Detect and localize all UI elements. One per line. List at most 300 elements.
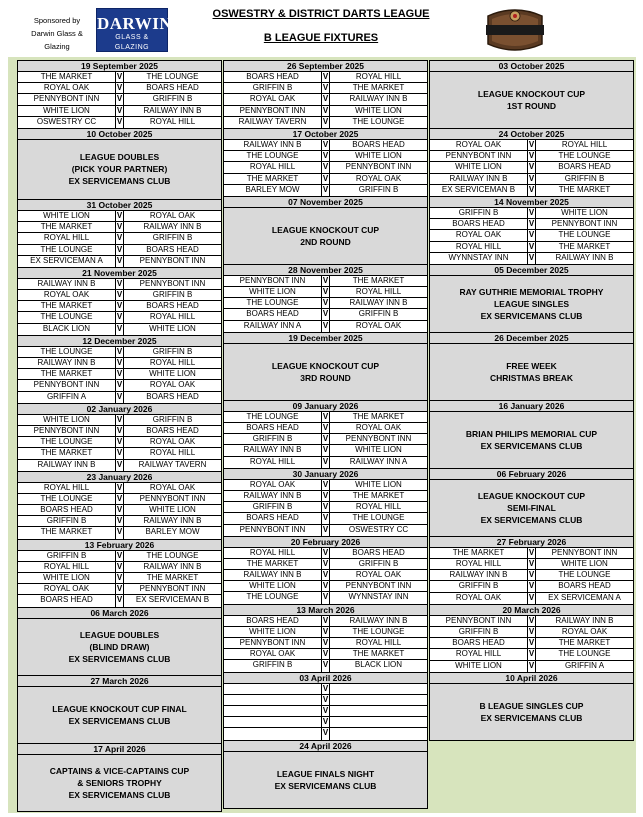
- versus-label: V: [116, 584, 123, 594]
- sponsor-text: [18, 14, 96, 53]
- versus-label: V: [321, 321, 330, 332]
- week-date: 27 February 2026: [430, 537, 633, 548]
- versus-label: V: [528, 173, 535, 183]
- fixture-row: [224, 162, 427, 173]
- fixture-row: [224, 728, 427, 739]
- event-line: LEAGUE DOUBLES: [79, 629, 160, 640]
- fixture-row: [18, 369, 221, 380]
- versus-label: V: [528, 140, 535, 149]
- away-team: RAILWAY INN A: [349, 456, 408, 466]
- fixture-row: [18, 562, 221, 573]
- week-date: 03 October 2025: [430, 61, 633, 72]
- home-team: WHITE LION: [43, 105, 90, 115]
- versus-label: V: [321, 457, 330, 468]
- fixture-list: [18, 279, 221, 335]
- event-block: [224, 208, 427, 264]
- home-team: RAILWAY TAVERN: [238, 116, 307, 126]
- versus-label: V: [527, 185, 536, 196]
- away-team: THE MARKET: [352, 649, 405, 659]
- week-block: [17, 404, 222, 472]
- fixture-list: [224, 276, 427, 332]
- versus-label: V: [322, 105, 329, 115]
- event-line: 3RD ROUND: [300, 372, 351, 383]
- versus-label: V: [322, 309, 329, 319]
- sponsor-logo-sub: GLASS & GLAZING: [114, 34, 150, 51]
- fixture-row: [224, 570, 427, 581]
- event-line: 1ST ROUND: [506, 101, 557, 111]
- away-team: ROYAL OAK: [355, 423, 402, 432]
- versus-label: V: [322, 434, 329, 444]
- event-block: [430, 412, 633, 468]
- versus-label: V: [322, 638, 329, 647]
- versus-label: V: [527, 593, 536, 604]
- away-team: ROYAL OAK: [355, 173, 402, 183]
- week-date: 16 January 2026: [430, 401, 633, 412]
- home-team: WHITE LION: [249, 581, 296, 591]
- fixture-row: [224, 592, 427, 603]
- away-team: RAILWAY INN B: [349, 615, 408, 625]
- versus-label: V: [116, 94, 123, 104]
- fixture-list: [430, 140, 633, 196]
- week-date: 13 March 2026: [224, 605, 427, 616]
- week-block: [429, 197, 634, 265]
- away-team: RAILWAY INN B: [555, 615, 614, 625]
- versus-label: V: [116, 222, 123, 232]
- fixture-row: [18, 72, 221, 83]
- week-date: 12 December 2025: [18, 336, 221, 347]
- fixture-row: [18, 494, 221, 505]
- fixture-row: [18, 516, 221, 527]
- home-team: [224, 684, 321, 694]
- versus-label: V: [528, 581, 535, 591]
- home-team: THE MARKET: [40, 72, 93, 81]
- home-team: EX SERVICEMAN A: [30, 255, 103, 265]
- fixture-row: [430, 140, 633, 151]
- fixture-row: [18, 83, 221, 94]
- home-team: ROYAL OAK: [455, 592, 502, 602]
- home-team: BOARS HEAD: [40, 505, 93, 515]
- fixture-row: [224, 491, 427, 502]
- week-block: [223, 605, 428, 673]
- fixture-row: [18, 233, 221, 244]
- fixture-row: [430, 208, 633, 219]
- away-team: GRIFFIN B: [152, 233, 193, 243]
- versus-label: V: [116, 105, 123, 115]
- page-header: [0, 0, 643, 58]
- versus-label: V: [528, 638, 535, 648]
- versus-label: V: [116, 550, 123, 560]
- versus-label: V: [116, 516, 123, 526]
- versus-label: V: [322, 570, 329, 580]
- home-team: GRIFFIN B: [252, 83, 293, 93]
- event-block: [430, 276, 633, 332]
- week-block: [223, 401, 428, 469]
- home-team: GRIFFIN B: [458, 627, 499, 636]
- versus-label: V: [322, 162, 329, 172]
- versus-label: V: [115, 324, 124, 335]
- away-team: GRIFFIN B: [152, 414, 193, 424]
- event-block: [18, 140, 221, 199]
- event-line: (PICK YOUR PARTNER): [71, 164, 168, 175]
- week-date: 10 October 2025: [18, 129, 221, 140]
- fixture-row: [224, 548, 427, 559]
- week-block: [223, 197, 428, 265]
- away-team: THE LOUNGE: [558, 230, 611, 240]
- home-team: THE LOUNGE: [246, 151, 299, 161]
- away-team: ROYAL OAK: [149, 210, 196, 220]
- event-block: [430, 72, 633, 128]
- away-team: THE MARKET: [352, 411, 405, 421]
- event-line: LEAGUE KNOCKOUT CUP FINAL: [52, 703, 187, 714]
- home-team: RAILWAY INN A: [243, 320, 302, 330]
- fixture-row: [224, 445, 427, 456]
- away-team: BOARS HEAD: [146, 83, 199, 93]
- versus-label: V: [116, 358, 123, 367]
- away-team: RAILWAY INN B: [143, 105, 202, 115]
- home-team: WHITE LION: [43, 210, 90, 220]
- fixture-row: [18, 222, 221, 233]
- fixture-list: [430, 548, 633, 604]
- fixture-list: [430, 616, 633, 672]
- home-team: [224, 695, 321, 705]
- versus-label: V: [116, 83, 123, 93]
- away-team: RAILWAY INN B: [143, 561, 202, 571]
- home-team: THE LOUNGE: [246, 411, 299, 421]
- away-team: [330, 728, 427, 739]
- fixture-row: [18, 324, 221, 335]
- fixture-row: [18, 106, 221, 117]
- fixture-row: [18, 312, 221, 323]
- fixture-row: [18, 448, 221, 459]
- away-team: PENNYBONT INN: [345, 162, 412, 172]
- week-block: [223, 333, 428, 401]
- week-date: 20 February 2026: [224, 537, 427, 548]
- away-team: ROYAL OAK: [355, 570, 402, 580]
- away-team: [330, 706, 427, 716]
- home-team: ROYAL HILL: [43, 233, 90, 243]
- home-team: ROYAL HILL: [249, 547, 296, 557]
- away-team: GRIFFIN B: [564, 173, 605, 183]
- away-team: GRIFFIN B: [152, 346, 193, 356]
- versus-label: V: [322, 479, 329, 489]
- home-team: PENNYBONT INN: [239, 105, 306, 115]
- event-line: SEMI-FINAL: [507, 502, 556, 513]
- away-team: PENNYBONT INN: [345, 434, 412, 444]
- versus-label: V: [322, 694, 329, 704]
- fixture-row: [224, 559, 427, 570]
- fixture-row: [18, 551, 221, 562]
- away-team: BOARS HEAD: [146, 425, 199, 435]
- away-team: GRIFFIN B: [358, 309, 399, 319]
- fixture-list: [18, 483, 221, 539]
- week-date: 28 November 2025: [224, 265, 427, 276]
- versus-label: V: [321, 525, 330, 536]
- versus-label: V: [322, 139, 329, 149]
- fixture-row: [224, 309, 427, 320]
- fixture-list: [224, 140, 427, 196]
- away-team: GRIFFIN B: [358, 558, 399, 568]
- away-team: THE LOUNGE: [558, 649, 611, 659]
- away-team: THE LOUNGE: [558, 151, 611, 161]
- fixture-row: [430, 593, 633, 604]
- home-team: PENNYBONT INN: [239, 275, 306, 285]
- event-line: & SENIORS TROPHY: [77, 777, 162, 788]
- fixture-row: [224, 298, 427, 309]
- sponsor-line-1: Sponsored by: [33, 16, 81, 25]
- versus-label: V: [322, 547, 329, 557]
- home-team: GRIFFIN B: [46, 516, 87, 526]
- fixtures-column-1: [17, 60, 222, 812]
- week-block: [17, 540, 222, 608]
- versus-label: V: [528, 547, 535, 557]
- away-team: ROYAL HILL: [355, 502, 402, 512]
- away-team: GRIFFIN B: [152, 290, 193, 300]
- versus-label: V: [322, 411, 329, 421]
- week-block: [223, 60, 428, 129]
- home-team: RAILWAY INN B: [243, 445, 302, 455]
- event-line: LEAGUE FINALS NIGHT: [276, 768, 375, 779]
- event-line: LEAGUE DOUBLES: [79, 152, 160, 163]
- event-line: LEAGUE KNOCKOUT CUP: [477, 89, 586, 99]
- fixture-row: [430, 581, 633, 592]
- away-team: PENNYBONT INN: [551, 219, 618, 229]
- week-date: 02 January 2026: [18, 404, 221, 415]
- league-badge-logo: [482, 6, 548, 54]
- home-team: PENNYBONT INN: [33, 94, 100, 104]
- versus-label: V: [116, 72, 123, 81]
- event-line: RAY GUTHRIE MEMORIAL TROPHY: [459, 286, 604, 297]
- away-team: WHITE LION: [355, 445, 402, 455]
- week-block: [429, 333, 634, 401]
- home-team: GRIFFIN B: [458, 207, 499, 217]
- week-date: 03 April 2026: [224, 673, 427, 684]
- home-team: BOARS HEAD: [246, 423, 299, 432]
- home-team: RAILWAY INN B: [449, 173, 508, 183]
- home-team: GRIFFIN B: [252, 434, 293, 444]
- fixture-row: [224, 581, 427, 592]
- home-team: BOARS HEAD: [246, 72, 299, 81]
- versus-label: V: [528, 570, 535, 580]
- week-date: 06 March 2026: [18, 608, 221, 619]
- away-team: [330, 695, 427, 705]
- home-team: THE LOUNGE: [246, 298, 299, 308]
- week-date: 17 April 2026: [18, 744, 221, 755]
- versus-label: V: [321, 185, 330, 196]
- home-team: PENNYBONT INN: [33, 425, 100, 435]
- away-team: BLACK LION: [354, 660, 403, 670]
- away-team: WHITE LION: [355, 105, 402, 115]
- versus-label: V: [116, 573, 123, 582]
- away-team: THE LOUNGE: [146, 550, 199, 560]
- week-date: 20 March 2026: [430, 605, 633, 616]
- versus-label: V: [528, 219, 535, 229]
- fixture-row: [224, 140, 427, 151]
- home-team: BARLEY MOW: [245, 184, 300, 194]
- home-team: THE MARKET: [40, 448, 93, 458]
- versus-label: V: [116, 369, 123, 379]
- home-team: BOARS HEAD: [452, 219, 505, 229]
- event-line: (BLIND DRAW): [89, 641, 150, 652]
- week-date: 24 April 2026: [224, 741, 427, 752]
- week-block: [17, 200, 222, 268]
- fixture-list: [224, 616, 427, 672]
- fixture-row: [430, 230, 633, 241]
- home-team: ROYAL OAK: [455, 230, 502, 240]
- home-team: WHITE LION: [455, 660, 502, 670]
- away-team: ROYAL HILL: [149, 312, 196, 322]
- away-team: ROYAL HILL: [149, 448, 196, 458]
- versus-label: V: [322, 581, 329, 591]
- event-line: 2ND ROUND: [300, 236, 351, 247]
- away-team: THE LOUNGE: [352, 513, 405, 523]
- fixture-row: [224, 185, 427, 196]
- event-block: [18, 687, 221, 743]
- home-team: WHITE LION: [43, 414, 90, 424]
- versus-label: V: [322, 683, 329, 693]
- versus-label: V: [116, 437, 123, 447]
- fixture-row: [224, 684, 427, 695]
- home-team: ROYAL HILL: [249, 162, 296, 172]
- away-team: PENNYBONT INN: [139, 255, 206, 265]
- event-line: EX SERVICEMANS CLUB: [68, 653, 171, 664]
- fixture-row: [224, 94, 427, 105]
- home-team: BOARS HEAD: [246, 309, 299, 319]
- away-team: [330, 717, 427, 727]
- versus-label: V: [116, 425, 123, 435]
- home-team: ROYAL HILL: [249, 456, 296, 466]
- home-team: RAILWAY INN B: [243, 570, 302, 580]
- event-block: [18, 619, 221, 675]
- away-team: WHITE LION: [561, 559, 608, 569]
- week-date: 17 October 2025: [224, 129, 427, 140]
- fixture-row: [430, 185, 633, 196]
- home-team: GRIFFIN B: [46, 550, 87, 560]
- away-team: THE MARKET: [558, 184, 611, 194]
- fixture-row: [430, 151, 633, 162]
- versus-label: V: [322, 558, 329, 568]
- away-team: RAILWAY INN B: [349, 94, 408, 104]
- fixture-row: [430, 548, 633, 559]
- away-team: BOARS HEAD: [558, 162, 611, 172]
- away-team: THE MARKET: [352, 490, 405, 500]
- versus-label: V: [322, 626, 329, 636]
- home-team: ROYAL OAK: [249, 479, 296, 489]
- home-team: THE MARKET: [40, 301, 93, 311]
- week-date: 10 April 2026: [430, 673, 633, 684]
- home-team: THE LOUNGE: [40, 346, 93, 356]
- away-team: BOARS HEAD: [352, 139, 405, 149]
- fixture-row: [430, 253, 633, 264]
- week-date: 19 December 2025: [224, 333, 427, 344]
- versus-label: V: [528, 162, 535, 172]
- event-block: [18, 755, 221, 811]
- fixture-list: [224, 412, 427, 468]
- versus-label: V: [322, 513, 329, 523]
- fixture-row: [224, 423, 427, 434]
- home-team: RAILWAY INN B: [37, 459, 96, 469]
- week-block: [223, 673, 428, 741]
- event-line: EX SERVICEMANS CLUB: [480, 310, 583, 321]
- fixture-row: [18, 595, 221, 606]
- versus-label: V: [116, 210, 123, 220]
- fixture-row: [224, 627, 427, 638]
- home-team: THE LOUNGE: [246, 592, 299, 602]
- versus-label: V: [116, 290, 123, 300]
- away-team: THE LOUNGE: [352, 116, 405, 126]
- away-team: ROYAL OAK: [149, 380, 196, 390]
- week-block: [17, 268, 222, 336]
- versus-label: V: [116, 414, 123, 424]
- away-team: THE MARKET: [352, 83, 405, 93]
- fixture-list: [18, 211, 221, 267]
- fixture-row: [18, 573, 221, 584]
- fixture-row: [18, 460, 221, 471]
- away-team: PENNYBONT INN: [139, 493, 206, 503]
- fixture-row: [224, 649, 427, 660]
- page-title: OSWESTRY & DISTRICT DARTS LEAGUE: [212, 8, 430, 20]
- home-team: BOARS HEAD: [246, 513, 299, 523]
- versus-label: V: [322, 490, 329, 500]
- home-team: PENNYBONT INN: [239, 638, 306, 647]
- event-block: [224, 344, 427, 400]
- week-date: 23 January 2026: [18, 472, 221, 483]
- sponsor-line-2: Darwin Glass & Glazing: [31, 29, 83, 51]
- home-team: THE LOUNGE: [40, 312, 93, 322]
- week-block: [17, 129, 222, 200]
- event-line: EX SERVICEMANS CLUB: [68, 789, 171, 800]
- home-team: ROYAL HILL: [455, 241, 502, 251]
- fixture-row: [224, 502, 427, 513]
- versus-label: V: [527, 661, 536, 672]
- home-team: BOARS HEAD: [40, 595, 93, 605]
- home-team: GRIFFIN B: [458, 581, 499, 591]
- away-team: ROYAL OAK: [149, 482, 196, 492]
- away-team: BOARS HEAD: [352, 547, 405, 557]
- versus-label: V: [322, 502, 329, 512]
- home-team: RAILWAY INN B: [37, 358, 96, 367]
- week-block: [429, 265, 634, 333]
- fixture-list: [18, 72, 221, 128]
- versus-label: V: [321, 728, 330, 739]
- week-date: 26 December 2025: [430, 333, 633, 344]
- week-block: [17, 336, 222, 404]
- fixture-row: [430, 627, 633, 638]
- fixture-row: [18, 347, 221, 358]
- versus-label: V: [322, 275, 329, 285]
- home-team: RAILWAY INN B: [243, 490, 302, 500]
- fixture-row: [430, 616, 633, 627]
- fixture-row: [224, 72, 427, 83]
- home-team: RAILWAY INN B: [449, 570, 508, 580]
- week-block: [17, 608, 222, 676]
- away-team: WYNNSTAY INN: [348, 592, 409, 602]
- event-line: BRIAN PHILIPS MEMORIAL CUP: [465, 428, 598, 439]
- versus-label: V: [322, 445, 329, 455]
- versus-label: V: [115, 392, 124, 403]
- away-team: THE LOUNGE: [558, 570, 611, 580]
- home-team: WYNNSTAY INN: [448, 252, 509, 262]
- home-team: ROYAL HILL: [455, 649, 502, 659]
- fixture-row: [18, 290, 221, 301]
- away-team: RAILWAY INN B: [555, 252, 614, 262]
- event-line: EX SERVICEMANS CLUB: [480, 514, 583, 525]
- home-team: OSWESTRY CC: [36, 116, 97, 126]
- fixture-row: [224, 83, 427, 94]
- away-team: WHITE LION: [149, 369, 196, 379]
- home-team: PENNYBONT INN: [445, 615, 512, 625]
- away-team: THE LOUNGE: [352, 626, 405, 636]
- away-team: ROYAL HILL: [355, 72, 402, 81]
